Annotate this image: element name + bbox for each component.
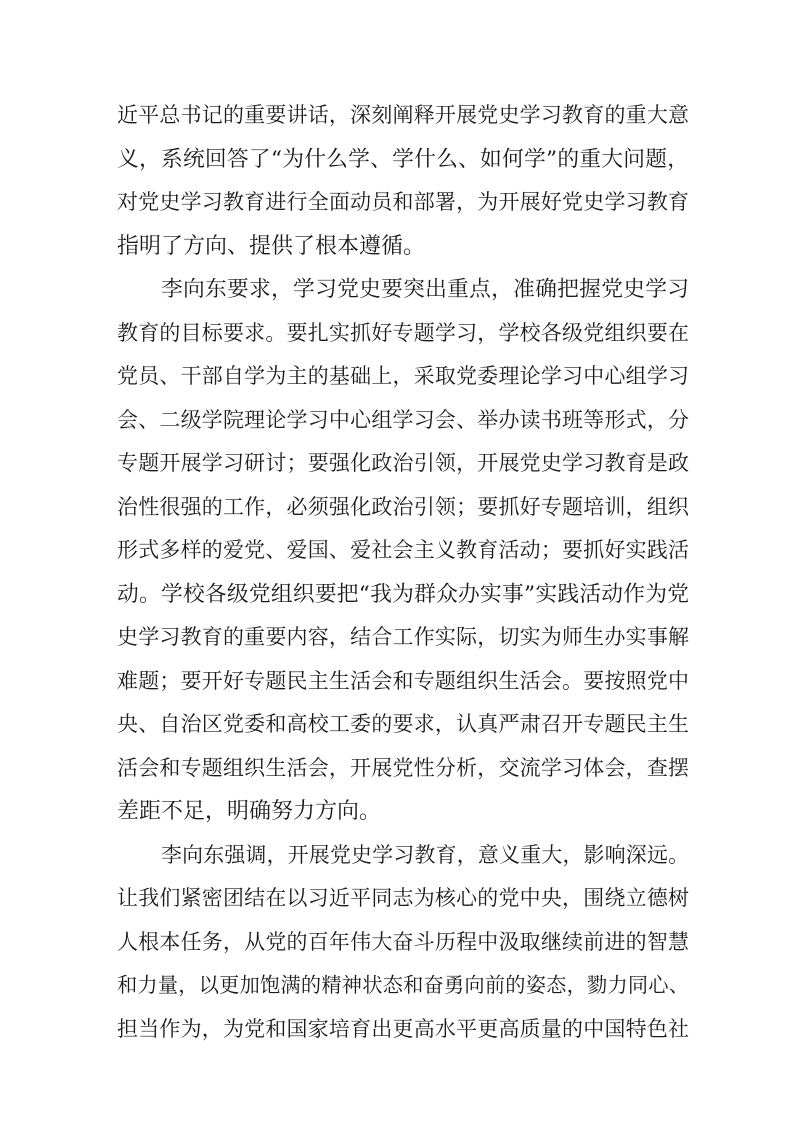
text-line: 形式多样的爱党、爱国、爱社会主义教育活动；要抓好实践活: [117, 538, 689, 562]
text-line: 差距不足，明确努力方向。: [117, 799, 382, 824]
text-line: 和力量，以更加饱满的精神状态和奋勇向前的姿态，勠力同心、: [117, 973, 689, 997]
text-line: 担当作为，为党和国家培育出更高水平更高质量的中国特色社: [117, 1016, 689, 1041]
text-line: 活会和专题组织生活会，开展党性分析，交流学习体会，查摆: [117, 755, 689, 780]
text-line: 党员、干部自学为主的基础上，采取党委理论学习中心组学习: [117, 364, 689, 388]
text-line: 李向东要求，学习党史要突出重点，准确把握党史学习: [161, 277, 689, 302]
text-line: 让我们紧密团结在以习近平同志为核心的党中央，围绕立德树: [117, 886, 689, 910]
text-line: 人根本任务，从党的百年伟大奋斗历程中汲取继续前进的智慧: [117, 929, 689, 954]
text-line: 史学习教育的重要内容，结合工作实际，切实为师生办实事解: [117, 625, 689, 649]
text-line: 难题；要开好专题民主生活会和专题组织生活会。要按照党中: [117, 668, 689, 693]
text-line: 治性很强的工作，必须强化政治引领；要抓好专题培训，组织: [117, 494, 689, 519]
text-line: 李向东强调，开展党史学习教育，意义重大，影响深远。: [161, 842, 689, 867]
text-line: 近平总书记的重要讲话，深刻阐释开展党史学习教育的重大意: [117, 103, 689, 127]
text-line: 对党史学习教育进行全面动员和部署，为开展好党史学习教育: [117, 190, 689, 214]
text-line: 专题开展学习研讨；要强化政治引领，开展党史学习教育是政: [117, 451, 689, 475]
text-line: 教育的目标要求。要扎实抓好专题学习，学校各级党组织要在: [117, 320, 689, 345]
text-line: 动。学校各级党组织要把“我为群众办实事”实践活动作为党: [117, 581, 689, 607]
body-text: [117, 94, 689, 1051]
text-line: 央、自治区党委和高校工委的要求，认真严肃召开专题民主生: [117, 712, 689, 736]
text-line: 指明了方向、提供了根本遵循。: [117, 233, 426, 259]
text-line: 义，系统回答了“为什么学、学什么、如何学”的重大问题，: [117, 146, 689, 172]
text-line: 会、二级学院理论学习中心组学习会、举办读书班等形式，分: [117, 407, 689, 432]
